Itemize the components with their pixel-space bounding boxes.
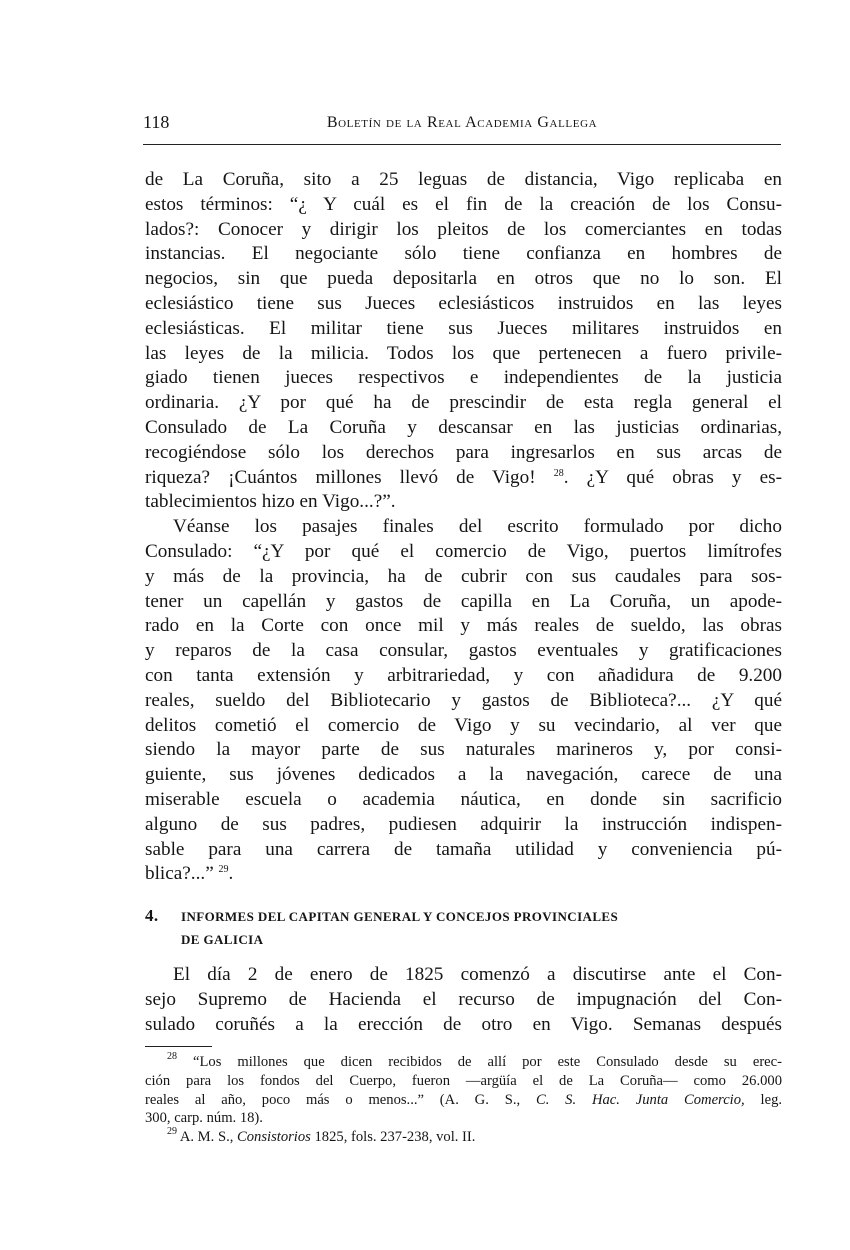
text-line: sable para una carrera de tamaña utilidad y conveniencia pú- <box>145 838 782 860</box>
page-number: 118 <box>143 112 170 132</box>
text-segment: 1825, fols. 237-238, vol. II. <box>314 1129 476 1146</box>
footnote-ref-28[interactable]: 28 <box>553 467 564 479</box>
text-line: sulado coruñés a la erección de otro en Vigo. Semanas después <box>145 1013 782 1035</box>
text-line: ordinaria. ¿Y por qué ha de prescindir de esta regla general el <box>145 392 782 414</box>
text-line: guiente, sus jóvenes dedicados a la navegación, carece de una <box>145 764 782 786</box>
footnote-28 <box>145 1053 782 1072</box>
text-segment: . <box>228 863 234 885</box>
page-header <box>143 112 781 138</box>
text-line: tablecimientos hizo en Vigo...?”. <box>145 491 396 513</box>
text-line: negocios, sin que pueda depositarla en otros que no lo son. El <box>145 268 782 290</box>
text-line: reales, sueldo del Bibliotecario y gastos de Biblioteca?... ¿Y qué <box>145 689 782 711</box>
text-line: lados?: Conocer y dirigir los pleitos de los comerciantes en todas <box>145 218 782 240</box>
footnote-rule <box>145 1046 212 1047</box>
text-line: Consulado: “¿Y por qué el comercio de Vigo, puertos limítrofes <box>145 540 782 562</box>
section-number: 4. <box>145 906 159 925</box>
text-line: tener un capellán y gastos de capilla en La Coruña, un apode- <box>145 590 782 612</box>
text-segment: C. S. Hac. Junta Comercio, <box>535 1091 745 1108</box>
text-line <box>145 466 782 491</box>
text-line: recogiéndose sólo los derechos para ingresarlos en sus arcas de <box>145 441 782 463</box>
footnote-mark: 29 <box>167 1126 177 1138</box>
text-segment: leg. <box>760 1091 783 1108</box>
text-line: miserable escuela o academia náutica, en donde sin sacrificio <box>145 788 782 810</box>
text-line <box>145 1091 782 1110</box>
text-line: 300, carp. núm. 18). <box>145 1110 263 1127</box>
text-segment: Consistorios <box>237 1129 311 1146</box>
text-segment: reales al año, poco más o menos...” (A. G. S., <box>145 1091 521 1108</box>
text-line: y reparos de la casa consular, gastos eventuales y gratificaciones <box>145 640 782 662</box>
header-rule <box>143 144 781 145</box>
text-line: las leyes de la milicia. Todos los que pertenecen a fuero privile- <box>145 342 782 364</box>
text-line: Véanse los pasajes finales del escrito formulado por dicho <box>173 516 782 538</box>
text-segment: “Los millones que dicen recibidos de allí por este Consulado desde su erec- <box>193 1054 782 1070</box>
text-line: giado tienen jueces respectivos e independientes de la justicia <box>145 367 782 389</box>
text-line: alguno de sus padres, pudiesen adquirir la instrucción indispen- <box>145 813 782 835</box>
footnotes <box>145 1053 782 1147</box>
text-line: y más de la provincia, ha de cubrir con sus caudales para sos- <box>145 565 782 587</box>
text-line: instancias. El negociante sólo tiene confianza en hombres de <box>145 243 782 265</box>
text-segment: blica?...” <box>145 863 214 885</box>
text-line: ción para los fondos del Cuerpo, fueron —argüía el de La Coruña— como 26.000 <box>145 1072 782 1089</box>
footnote-ref-29[interactable]: 29 <box>218 864 229 876</box>
text-line: con tanta extensión y arbitrariedad, y con añadidura de 9.200 <box>145 664 782 686</box>
section-title-line: DE GALICIA <box>181 932 264 947</box>
section-title-line: INFORMES DEL CAPITAN GENERAL Y CONCEJOS PROVINCIALES <box>181 909 619 924</box>
text-segment: riqueza? ¡Cuántos millones llevó de Vigo! <box>145 466 536 488</box>
paragraph-1 <box>145 168 782 887</box>
footnote-mark: 28 <box>167 1051 177 1062</box>
text-line: rado en la Corte con once mil y más reales de sueldo, las obras <box>145 615 782 637</box>
paragraph-3 <box>145 963 782 1037</box>
footnote-29 <box>145 1128 782 1147</box>
text-line: siendo la mayor parte de sus naturales marineros y, por consi- <box>145 739 782 761</box>
text-line: de La Coruña, sito a 25 leguas de distancia, Vigo replicaba en <box>145 169 782 190</box>
text-segment: . ¿Y qué obras y es- <box>563 466 782 488</box>
text-line: estos términos: “¿ Y cuál es el fin de la creación de los Consu- <box>145 193 782 215</box>
text-line <box>145 862 782 887</box>
text-line: eclesiástico tiene sus Jueces eclesiásticos instruidos en las leyes <box>145 292 782 314</box>
text-line: Consulado de La Coruña y descansar en las justicias ordinarias, <box>145 416 782 438</box>
text-line: delitos cometió el comercio de Vigo y su vecindario, al ver que <box>145 714 782 736</box>
text-line: eclesiásticas. El militar tiene sus Jueces militares instruidos en <box>145 317 782 339</box>
text-line: sejo Supremo de Hacienda el recurso de impugnación del Con- <box>145 988 782 1010</box>
running-title: Boletín de la Real Academia Gallega <box>326 114 598 131</box>
text-segment: A. M. S., <box>179 1129 234 1146</box>
text-line: El día 2 de enero de 1825 comenzó a discutirse ante el Con- <box>173 964 782 985</box>
